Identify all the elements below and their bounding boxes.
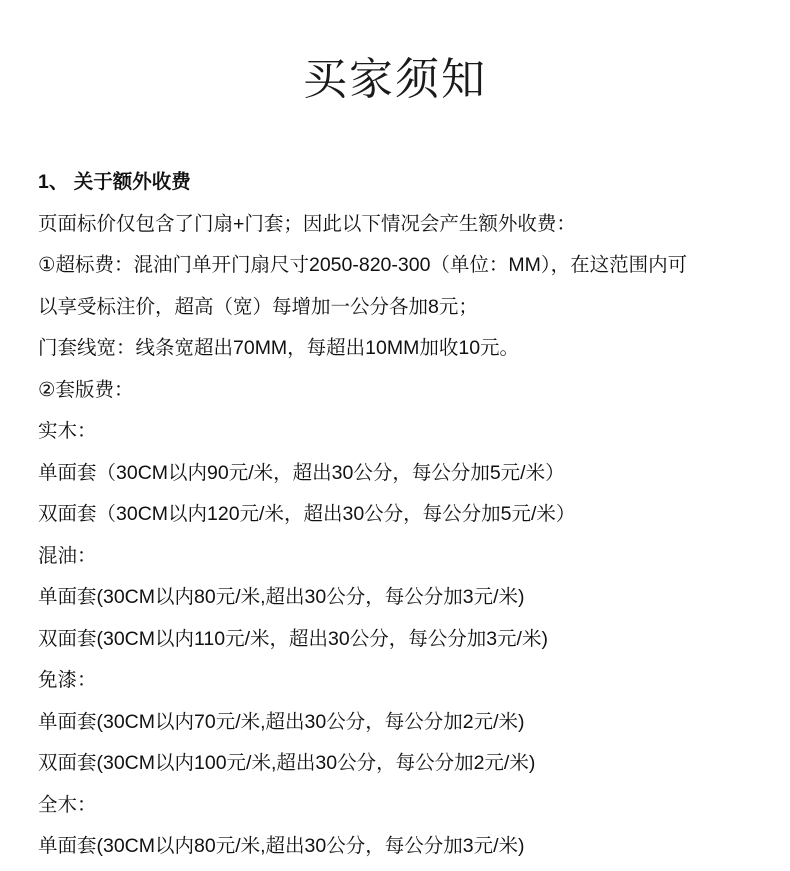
text-line: 单面套(30CM以内80元/米,超出30公分，每公分加3元/米) [38, 835, 525, 857]
text-line: 以享受标注价，超高（宽）每增加一公分各加8元； [38, 295, 478, 318]
text-line: 单面套(30CM以内80元/米,超出30公分，每公分加3元/米) [38, 586, 525, 608]
text-line: 全木： [38, 793, 97, 816]
text-line: ②套版费： [38, 378, 134, 401]
text-line: ①超标费：混油门单开门扇尺寸2050-820-300（单位：MM），在这范围内可 [38, 254, 688, 276]
text-line: 免漆： [38, 669, 97, 691]
text-line: 单面套（30CM以内90元/米，超出30公分，每公分加5元/米） [38, 461, 565, 484]
document-body [38, 162, 770, 868]
text-line: 页面标价仅包含了门扇+门套；因此以下情况会产生额外收费： [38, 212, 576, 235]
text-line: 单面套(30CM以内70元/米,超出30公分，每公分加2元/米) [38, 710, 525, 733]
text-line: 双面套(30CM以内100元/米,超出30公分，每公分加2元/米) [38, 752, 536, 774]
text-line: 门套线宽：线条宽超出70MM，每超出10MM加收10元。 [38, 337, 520, 359]
text-line: 实木： [38, 420, 97, 442]
text-line: 双面套（30CM以内120元/米，超出30公分，每公分加5元/米） [38, 503, 576, 525]
section-heading: 1、 关于额外收费 [38, 171, 191, 193]
text-line: 双面套(30CM以内110元/米，超出30公分，每公分加3元/米) [38, 627, 548, 650]
text-line: 混油： [38, 544, 97, 567]
page-title: 买家须知 [303, 55, 487, 104]
